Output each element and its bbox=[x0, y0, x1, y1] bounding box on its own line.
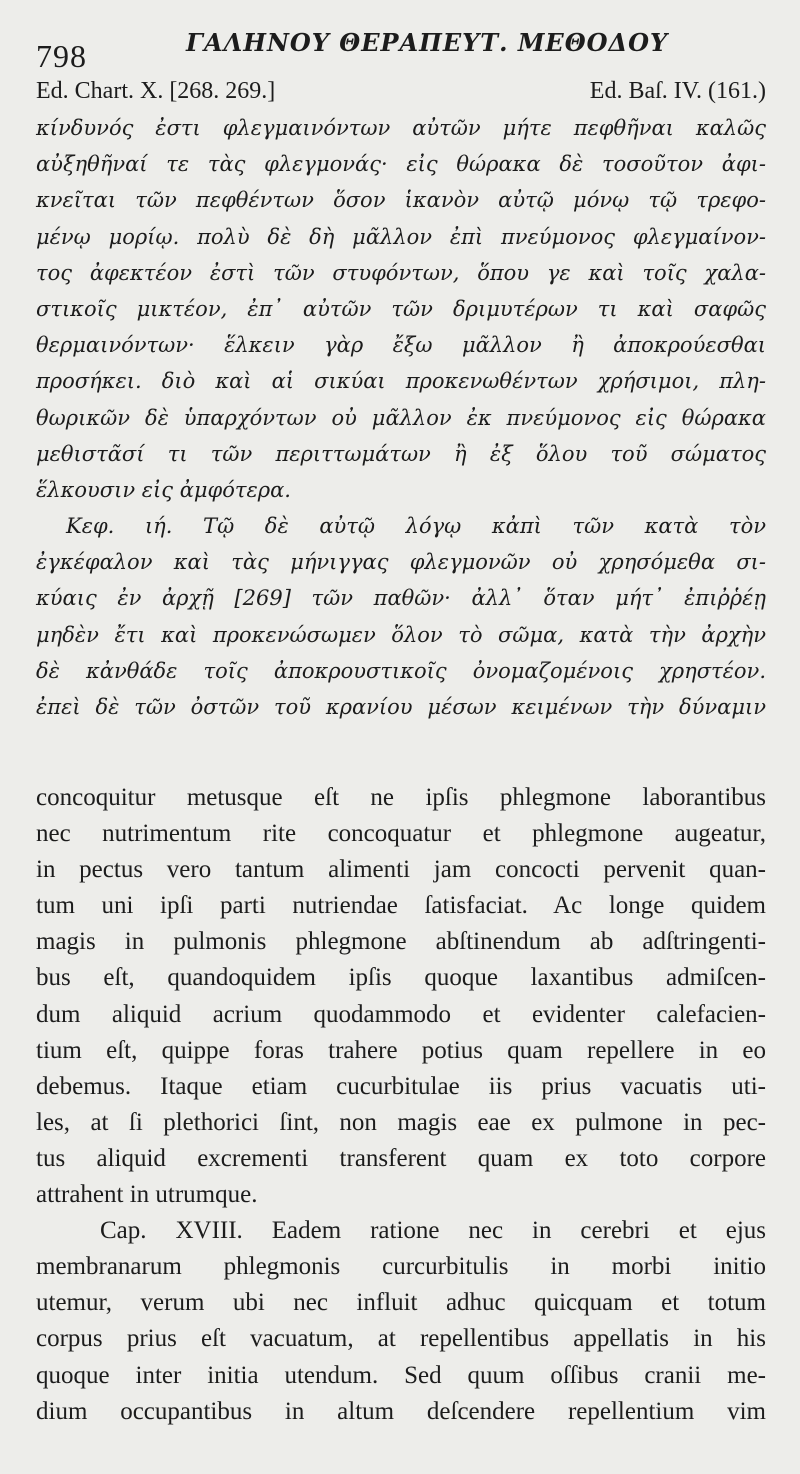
greek-line: τος ἀφεκτέον ἐστὶ τῶν στυφόντων, ὅπου γε καὶ τοῖς χαλα- bbox=[36, 260, 766, 285]
latin-line: corpus prius eſt vacuatum, at repellentibus appellatis in his bbox=[36, 1325, 766, 1353]
latin-line: utemur, verum ubi nec influit adhuc quicquam et totum bbox=[36, 1289, 766, 1317]
greek-line: ἐπεὶ δὲ τῶν ὀστῶν τοῦ κρανίου μέσων κειμένων τὴν δύναμιν bbox=[36, 695, 766, 719]
edition-reference-left: Ed. Chart. X. [268. 269.] bbox=[36, 78, 276, 104]
greek-line: δὲ κἀνθάδε τοῖς ἀποκρουστικοῖς ὀνομαζομένοις χρηστέον. bbox=[36, 658, 766, 683]
latin-line: bus eſt, quandoquidem ipſis quoque laxantibus admiſcen- bbox=[36, 964, 766, 992]
greek-line: κύαις ἐν ἀρχῇ [269] τῶν παθῶν· ἀλλ᾽ ὅταν μήτ᾽ ἐπιῤῥέῃ bbox=[36, 586, 766, 611]
latin-line: membranarum phlegmonis curcurbitulis in morbi initio bbox=[36, 1253, 766, 1281]
greek-line: προσήκει. διὸ καὶ αἱ σικύαι προκενωθέντων χρήσιμοι, πλη- bbox=[36, 369, 766, 394]
edition-reference-line bbox=[36, 78, 766, 108]
greek-line: μηδὲν ἔτι καὶ προκενώσωμεν ὅλον τὸ σῶμα, κατὰ τὴν ἀρχὴν bbox=[36, 622, 766, 647]
greek-line: ἐγκέφαλον καὶ τὰς μήνιγγας φλεγμονῶν οὐ χρησόμεθα σι- bbox=[36, 550, 766, 575]
running-head bbox=[36, 24, 766, 74]
latin-line: magis in pulmonis phlegmone abſtinendum ab adſtringenti- bbox=[36, 928, 766, 956]
greek-line: κίνδυνός ἐστι φλεγμαινόντων αὐτῶν μήτε πεφθῆναι καλῶς bbox=[36, 116, 766, 140]
greek-line: μεθιστᾶσί τι τῶν περιττωμάτων ἢ ἐξ ὅλου τοῦ σώματος bbox=[36, 441, 766, 466]
latin-line: in pectus vero tantum alimenti jam concocti pervenit quan- bbox=[36, 856, 766, 884]
greek-text-block bbox=[36, 110, 766, 725]
latin-line: les, at ſi plethorici ſint, non magis eae ex pulmone in pec- bbox=[36, 1108, 766, 1136]
edition-reference-right: Ed. Baſ. IV. (161.) bbox=[589, 78, 766, 104]
latin-line: quoque inter initia utendum. Sed quum oſſibus cranii me- bbox=[36, 1361, 766, 1389]
running-title: ΓΑΛΗΝΟΥ ΘΕΡΑΠΕΥΤ. ΜΕΘΟΔΟΥ bbox=[186, 28, 669, 57]
latin-line: tium eſt, quippe foras trahere potius quam repellere in eo bbox=[36, 1036, 766, 1064]
greek-line: ἕλκουσιν εἰς ἀμφότερα. bbox=[36, 477, 291, 502]
latin-text-block bbox=[36, 780, 766, 1430]
latin-line: nec nutrimentum rite concoquatur et phlegmone augeatur, bbox=[36, 820, 766, 848]
latin-line: attrahent in utrumque. bbox=[36, 1181, 258, 1209]
greek-line: μένῳ μορίῳ. πολὺ δὲ δὴ μᾶλλον ἐπὶ πνεύμονος φλεγμαίνον- bbox=[36, 224, 766, 249]
greek-line: θερμαινόντων· ἕλκειν γὰρ ἔξω μᾶλλον ἢ ἀποκρούεσθαι bbox=[36, 333, 766, 358]
greek-line: κνεῖται τῶν πεφθέντων ὅσον ἱκανὸν αὐτῷ μόνῳ τῷ τρεφο- bbox=[36, 188, 766, 213]
latin-line: dum aliquid acrium quodammodo et evidenter calefacien- bbox=[36, 1000, 766, 1028]
greek-line: θωρικῶν δὲ ὑπαρχόντων οὐ μᾶλλον ἐκ πνεύμονος εἰς θώρακα bbox=[36, 405, 766, 430]
latin-line: tum uni ipſi parti nutriendae ſatisfaciat. Ac longe quidem bbox=[36, 892, 766, 920]
page-number: 798 bbox=[36, 38, 87, 74]
greek-line: στικοῖς μικτέον, ἐπ᾽ αὐτῶν τῶν δριμυτέρων τι καὶ σαφῶς bbox=[36, 296, 766, 321]
latin-line: tus aliquid excrementi transferent quam ex toto corpore bbox=[36, 1144, 766, 1172]
latin-line: concoquitur metusque eſt ne ipſis phlegmone laborantibus bbox=[36, 784, 766, 811]
latin-line: debemus. Itaque etiam cucurbitulae iis prius vacuatis uti- bbox=[36, 1072, 766, 1100]
latin-chapter-heading-line: Cap. XVIII. Eadem ratione nec in cerebri et ejus bbox=[100, 1217, 766, 1245]
greek-line: αὐξηθῆναί τε τὰς φλεγμονάς· εἰς θώρακα δὲ τοσοῦτον ἀφι- bbox=[36, 152, 766, 177]
latin-line: dium occupantibus in altum deſcendere repellentium vim bbox=[36, 1397, 766, 1425]
greek-chapter-heading-line: Κεφ. ιή. Τῷ δὲ αὐτῷ λόγῳ κἀπὶ τῶν κατὰ τὸν bbox=[66, 514, 766, 539]
